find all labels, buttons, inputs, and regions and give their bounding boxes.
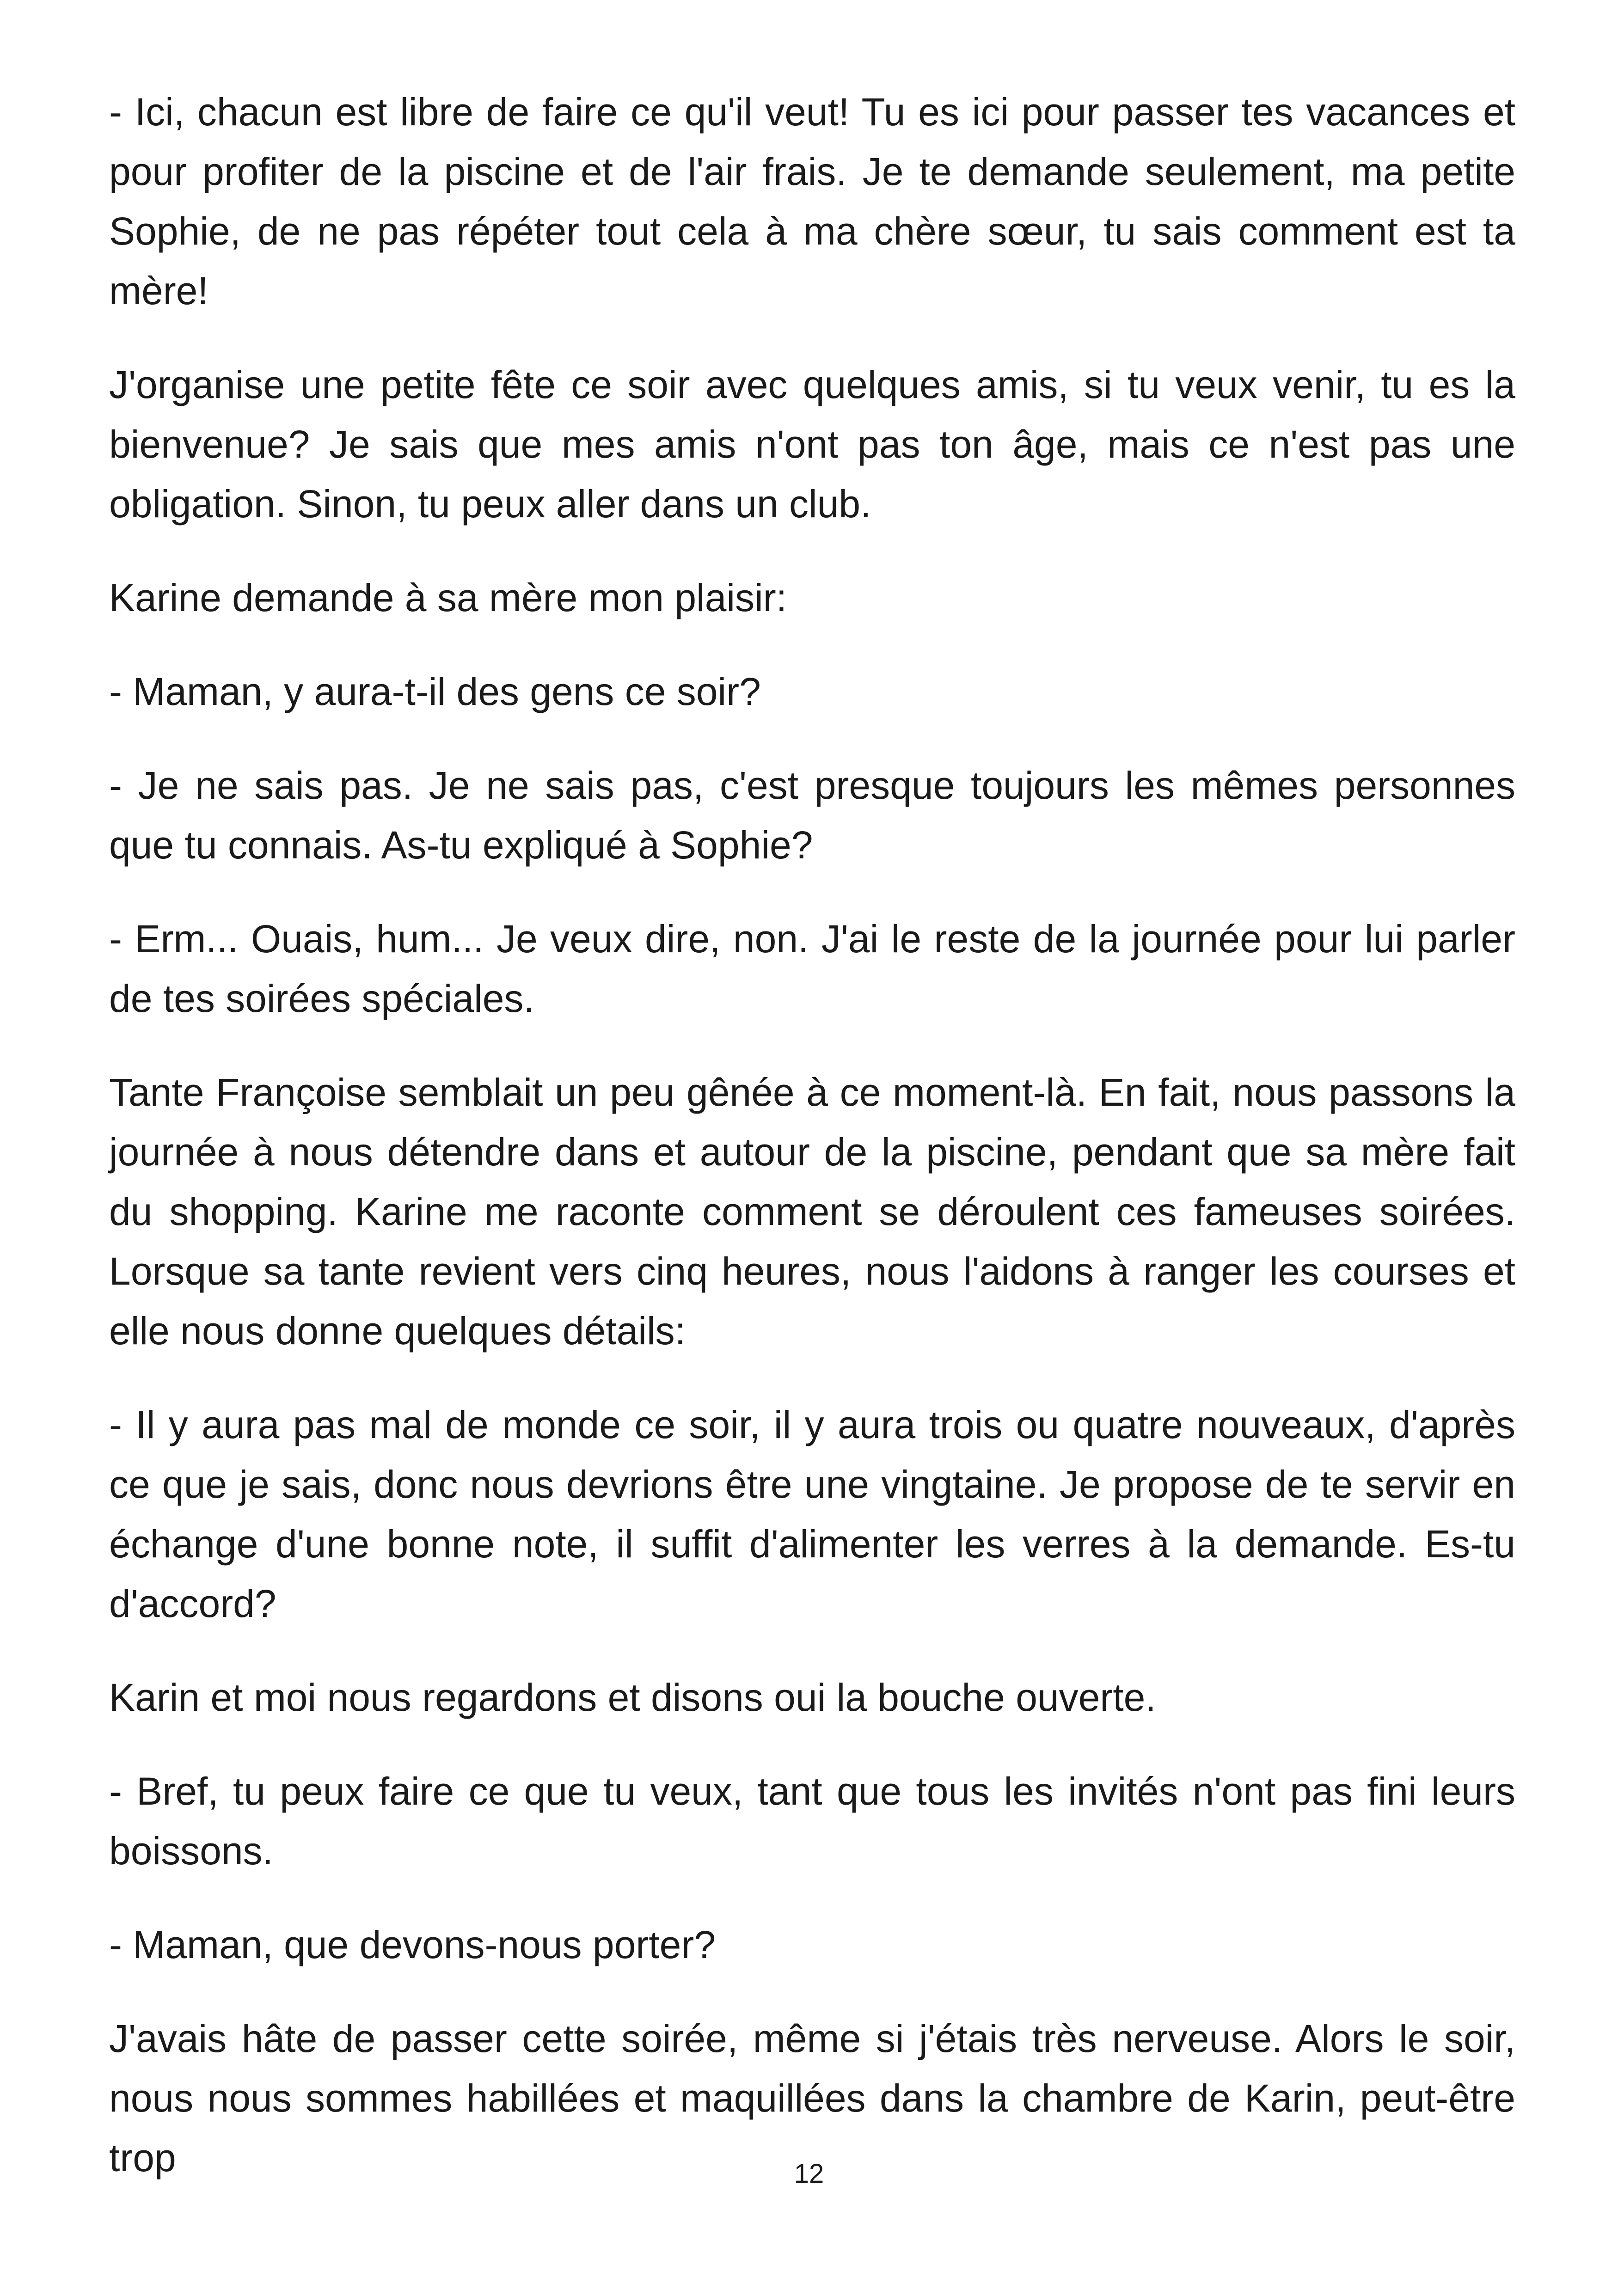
paragraph: J'avais hâte de passer cette soirée, même si j'étais très nerveuse. Alors le soir, nous nous sommes habillées et maquillées dans la chambre de Karin, peut-être trop xyxy=(109,2017,1515,2180)
page-number: 12 xyxy=(794,2159,824,2189)
paragraph: Karine demande à sa mère mon plaisir: xyxy=(109,576,787,619)
paragraph: - Maman, que devons-nous porter? xyxy=(109,1923,716,1966)
paragraph: Tante Françoise semblait un peu gênée à ce moment-là. En fait, nous passons la journée à nous détendre dans et autour de la piscine, pendant que sa mère fait du shopping. Karine me raconte comment se déroulent ces fameuses soirées. Lorsque sa tante revient vers cinq heures, nous l'aidons à ranger les courses et elle nous donne quelques détails: xyxy=(109,1071,1515,1353)
paragraph: - Il y aura pas mal de monde ce soir, il y aura trois ou quatre nouveaux, d'après ce que je sais, donc nous devrions être une vingtaine. Je propose de te servir en échange d'une bonne note, il suffit d'alimenter les verres à la demande. Es-tu d'accord? xyxy=(109,1403,1515,1625)
paragraph: J'organise une petite fête ce soir avec quelques amis, si tu veux venir, tu es la bienvenue? Je sais que mes amis n'ont pas ton âge, mais ce n'est pas une obligation. Sinon, tu peux aller dans un club. xyxy=(109,363,1515,526)
body-text xyxy=(109,82,1515,2188)
paragraph: - Bref, tu peux faire ce que tu veux, tant que tous les invités n'ont pas fini leurs boissons. xyxy=(109,1769,1515,1873)
paragraph: - Erm... Ouais, hum... Je veux dire, non. J'ai le reste de la journée pour lui parler de tes soirées spéciales. xyxy=(109,917,1515,1020)
paragraph: - Maman, y aura-t-il des gens ce soir? xyxy=(109,670,761,713)
paragraph: - Je ne sais pas. Je ne sais pas, c'est presque toujours les mêmes personnes que tu connais. As-tu expliqué à Sophie? xyxy=(109,764,1515,867)
paragraph: - Ici, chacun est libre de faire ce qu'il veut! Tu es ici pour passer tes vacances et pour profiter de la piscine et de l'air frais. Je te demande seulement, ma petite Sophie, de ne pas répéter tout cela à ma chère sœur, tu sais comment est ta mère! xyxy=(109,90,1515,312)
paragraph: Karin et moi nous regardons et disons oui la bouche ouverte. xyxy=(109,1676,1156,1719)
